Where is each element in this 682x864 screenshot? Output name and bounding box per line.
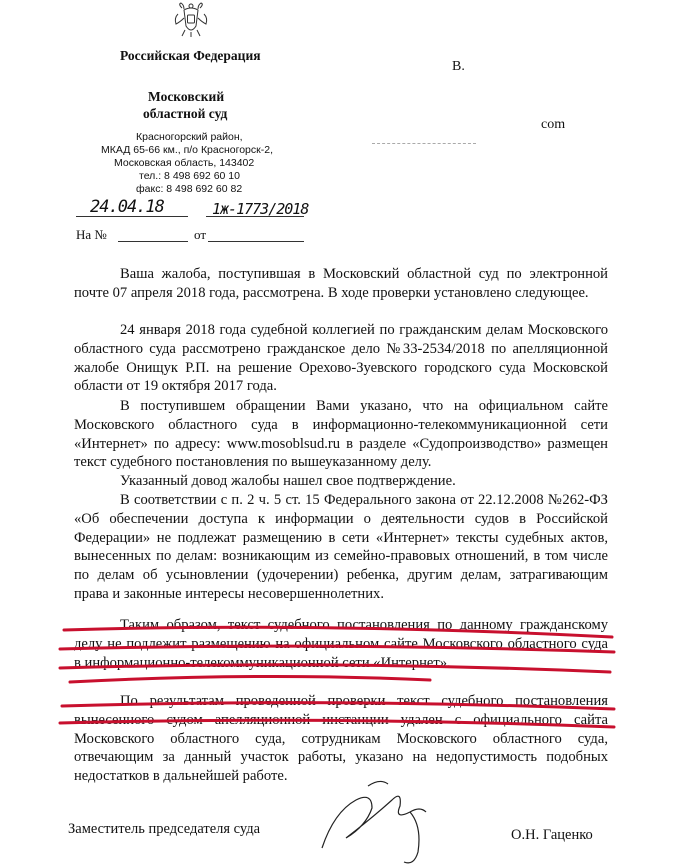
ot-label: от — [194, 227, 207, 242]
court-fax: факс: 8 498 692 60 82 — [136, 183, 243, 195]
paragraph-complaint-received: Ваша жалоба, поступившая в Московский областной суд по электронной почте 07 апреля 2018 года, рассмотрена. В ходе проверки установлено следующее. — [74, 266, 608, 301]
redacted-mark — [372, 141, 476, 144]
country-name: Российская Федерация — [120, 48, 261, 63]
reference-date: 24.04.18 — [90, 197, 164, 217]
court-name-line2: областной суд — [143, 106, 228, 121]
red-underline — [70, 676, 430, 682]
handwritten-signature — [322, 781, 426, 862]
na-line — [118, 241, 188, 242]
court-phone: тел.: 8 498 692 60 10 — [139, 170, 240, 182]
paragraph-confirmed: Указанный довод жалобы нашел свое подтверждение. — [120, 473, 456, 489]
reference-number-line — [206, 216, 304, 217]
na-label: На № — [76, 227, 107, 242]
paragraph-case-reviewed: 24 января 2018 года судебной коллегией по гражданским делам Московского областного суда рассмотрено гражданское дело №33-2534/2018 по апелляционной жалобе Онищук Р.П. на решение Орехово-Зуевского городского суда Московской области от 19 октября 2017 года. — [74, 322, 608, 395]
court-name-line1: Московский — [148, 89, 225, 104]
addressee-initial: В. — [452, 59, 465, 74]
coat-of-arms-icon — [172, 2, 210, 38]
signatory-position: Заместитель председателя суда — [68, 821, 261, 837]
court-address-line2: МКАД 65-66 км., п/о Красногорск-2, — [101, 144, 273, 156]
paragraph-conclusion: Таким образом, текст судебного постановления по данному гражданскому делу не подлежит размещению на официальном сайте Московского областного суда в информационно-телекоммуникационной сети «Интернет». — [74, 617, 608, 671]
paragraph-law-reference: В соответствии с п. 2 ч. 5 ст. 15 Федерального закона от 22.12.2008 №262-ФЗ «Об обеспечении доступа к информации о деятельности судов в Российской Федерации» не подлежат размещению в сети «Интернет» тексты судебных актов, вынесенных по делам: возникающим из семейно-правовых отношений, в том числе по делам об усыновлении (удочерении) ребенка, другим делам, затрагивающим права и законные интересы несовершеннолетних. — [74, 492, 608, 602]
signatory-name: О.Н. Гаценко — [511, 827, 593, 843]
ot-line — [208, 241, 304, 242]
court-address-line3: Московская область, 143402 — [114, 157, 255, 169]
reference-date-line — [76, 216, 188, 217]
paragraph-result: По результатам проведенной проверки текст судебного постановления вынесенного судом апелляционной инстанции удален с официального сайта Московского областного суда, сотрудникам Московского областного суда, отвечающим за данный участок работы, указано на недопустимость подобных недостатков в дальнейшей работе. — [74, 693, 608, 785]
addressee-email-fragment: com — [541, 117, 566, 132]
court-address-line1: Красногорский район, — [136, 131, 243, 143]
reference-number: 1ж-1773/2018 — [212, 200, 309, 218]
paragraph-claim: В поступившем обращении Вами указано, что на официальном сайте Московского областного суда в информационно-телекоммуникационной сети «Интернет» по адресу: www.mosoblsud.ru в разделе «Судопроизводство» размещен текст судебного постановления по вышеуказанному делу. — [74, 398, 608, 471]
